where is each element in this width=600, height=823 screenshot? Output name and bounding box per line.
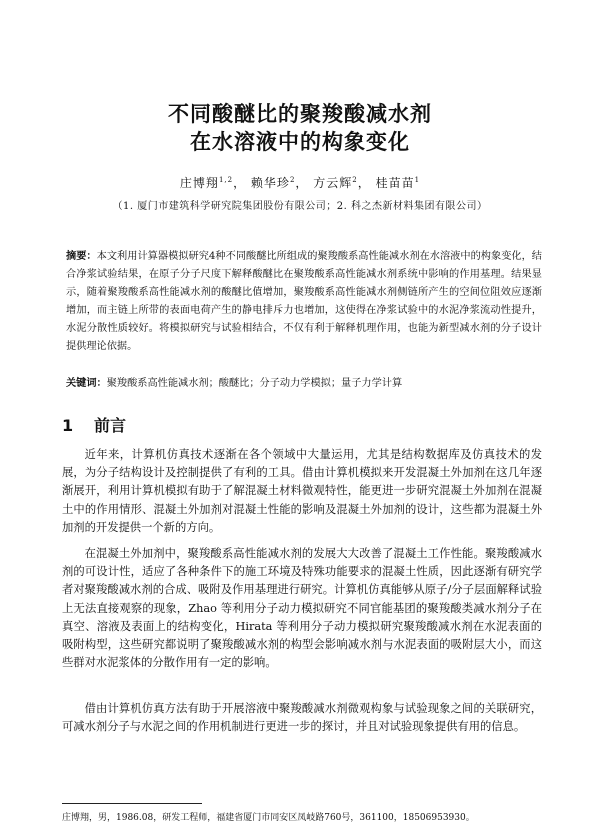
author-name: 赖华珍 bbox=[250, 176, 290, 190]
footnote-divider bbox=[62, 803, 202, 804]
author-name: 庄博翔 bbox=[179, 176, 219, 190]
author-separator: ， bbox=[295, 176, 309, 190]
keywords-text: 聚羧酸系高性能减水剂；酸醚比；分子动力学模拟；量子力学计算 bbox=[106, 378, 403, 389]
author-list bbox=[0, 174, 600, 191]
body-paragraph-3: 借由计算机仿真方法有助于开展溶液中聚羧酸减水剂微观构象与试验现象之间的关联研究，可减水剂分子与水泥之间的作用机制进行更进一步的探讨，并且对试验现象提供有用的信息。 bbox=[62, 702, 542, 734]
author-affil-mark: 2 bbox=[352, 176, 358, 184]
abstract bbox=[66, 248, 542, 356]
body-paragraph-1: 近年来，计算机仿真技术逐渐在各个领域中大量运用，尤其是结构数据库及仿真技术的发展，为分子结构设计及控制提供了有利的工具。借由计算机模拟来开发混凝土外加剂在这几年逐渐展开，利用计算机模拟有助于了解混凝土材料微观特性，能更进一步研究混凝土外加剂在混凝土中的作用情形、混凝土外加剂对混凝土性能的影响及混凝土外加剂的设计，这些都为混凝土外加剂的开发提供一个新的方向。 bbox=[62, 448, 542, 534]
keywords-label: 关键词： bbox=[66, 378, 107, 389]
section-heading bbox=[62, 413, 126, 436]
author-affil-mark: 1 bbox=[414, 176, 421, 184]
abstract-text: 本文利用计算器模拟研究4种不同酸醚比所组成的聚羧酸系高性能减水剂在水溶液中的构象变化，结合净浆试验结果，在原子分子尺度下解释酸醚比在聚羧酸系高性能减水剂系统中影响的作用基理。结果显示，随着聚羧酸系高性能减水剂的酸醚比值增加，聚羧酸系高性能减水剂侧链所产生的空间位阻效应逐渐增加，而主链上所带的表面电荷产生的静电排斥力也增加，这使得在净浆试验中的水泥净浆流动性提升，水泥分散性质较好。将模拟研究与试验相结合，不仅有利于解释机理作用，也能为新型减水剂的分子设计提供理论依据。 bbox=[66, 251, 542, 352]
author-footnote: 庄博翔，男，1986.08，研发工程师，福建省厦门市同安区凤岐路760号，361100，18506953930。 bbox=[62, 813, 475, 823]
author-name: 方云辉 bbox=[313, 176, 353, 190]
author-separator: ， bbox=[357, 176, 371, 190]
abstract-label: 摘要： bbox=[66, 251, 97, 262]
author-separator: ， bbox=[233, 176, 247, 190]
paper-title-line-2: 在水溶液中的构象变化 bbox=[190, 130, 410, 154]
author-name: 桂苗苗 bbox=[375, 176, 415, 190]
body-paragraph-2: 在混凝土外加剂中，聚羧酸系高性能减水剂的发展大大改善了混凝土工作性能。聚羧酸减水剂的可设计性，适应了各种条件下的施工环境及特殊功能要求的混凝土性质，因此逐渐有研究学者对聚羧酸减水剂的合成、吸附及作用基理进行研究。计算机仿真能够从原子/分子层面解释试验上无法直接观察的现象，Zhao 等利用分子动力模拟研究不同官能基团的聚羧酸类减水剂分子在真空、溶液及表面上的结构变化，Hirata 等利用分子动力模拟研究聚羧酸减水剂在水泥表面的吸附构型，这些研究都说明了聚羧酸减水剂的构型会影响减水剂与水泥表面的吸附层大小，而这些群对水泥浆体的分散作用有一定的影响。 bbox=[62, 547, 542, 670]
paper-title-line-1: 不同酸醚比的聚羧酸减水剂 bbox=[168, 102, 432, 126]
section-title: 前言 bbox=[94, 416, 127, 435]
affiliations: （1. 厦门市建筑科学研究院集团股份有限公司；2. 科之杰新材料集团有限公司） bbox=[112, 201, 488, 212]
section-number: 1 bbox=[62, 416, 74, 435]
author-affil-mark: 1,2 bbox=[218, 176, 234, 184]
keywords bbox=[66, 376, 542, 392]
author-affil-mark: 2 bbox=[289, 176, 296, 184]
